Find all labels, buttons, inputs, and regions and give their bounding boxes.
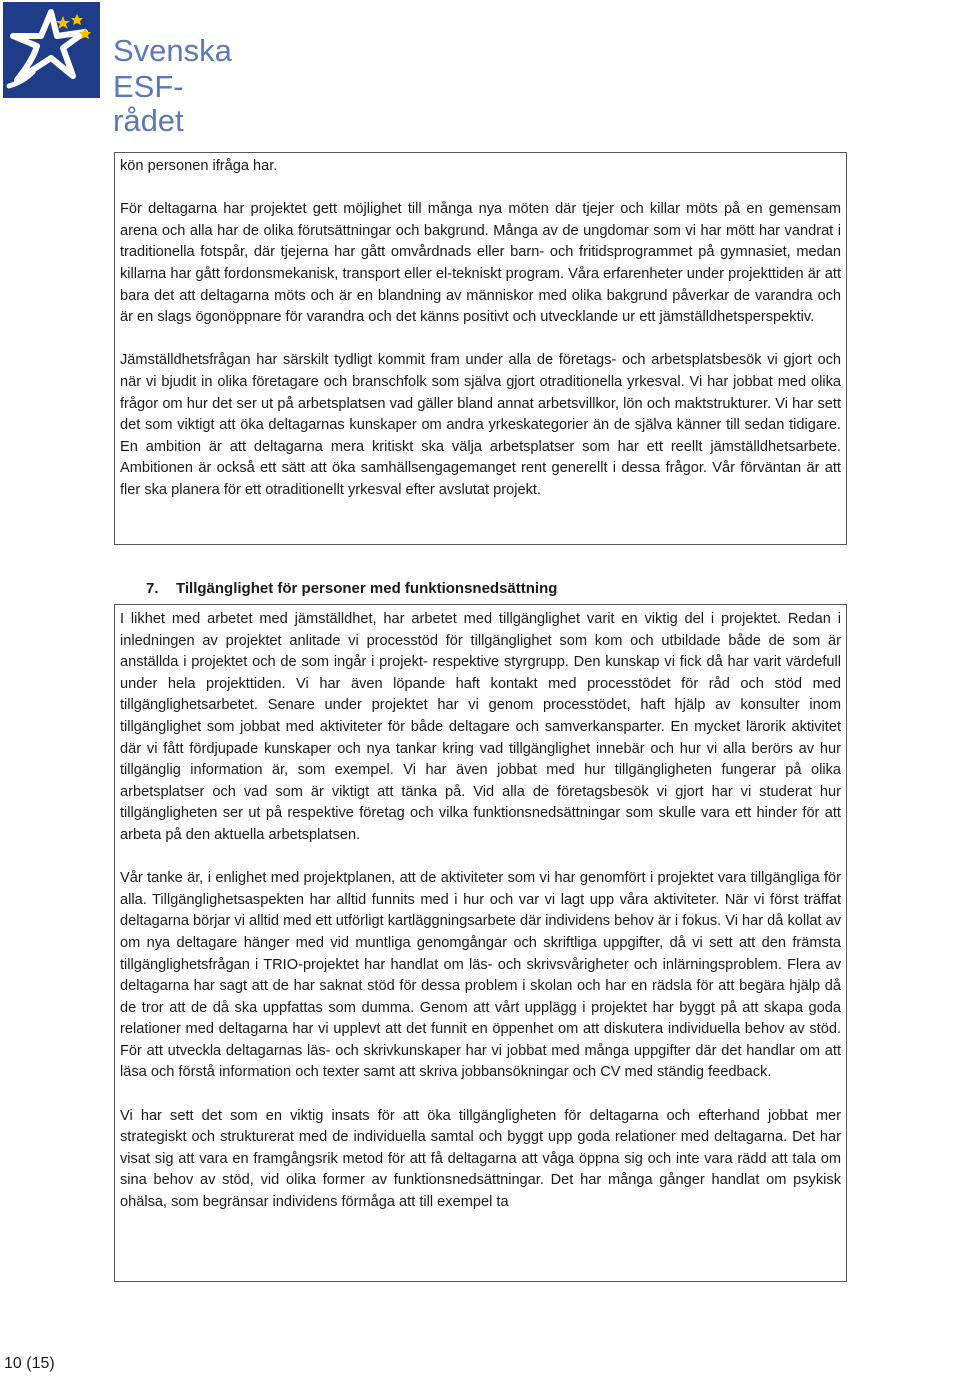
section-number: 7.	[146, 580, 159, 597]
logo-text-line2: ESF-rådet	[113, 69, 184, 138]
paragraph: Vår tanke är, i enlighet med projektplanen, att de aktiviteter som vi har genomfört i projektet vara tillgängliga för alla. Tillgänglighetsaspekten har alltid funnits med i hur och var vi lagt upp våra aktiviteter. När vi först träffat deltagarna börjar vi alltid med ett utförligt kartläggningsarbete där individens behov är i fokus. Vi har då kollat av om nya deltagare hänger med vid muntliga genomgångar och skriftliga uppgifter, då vi sett att den främsta tillgänglighetsfrågan i TRIO-projektet har handlat om läs- och skrivsvårigheter och inlärningsproblem. Flera av deltagarna har sagt att de har saknat stöd för dessa problem i skolan och har en rädsla för att begära hjälp då de tror att de då ska uppfattas som dumma. Genom att vårt upplägg i projektet har byggt på att skapa goda relationer med deltagarna har vi upplevt att det funnit en öppenhet om att diskutera individuella behov av stöd. För att utveckla deltagarnas läs- och skrivkunskaper har vi jobbat med många uppgifter där det handlar om att läsa och förstå information och texter samt att skriva jobbansökningar och CV med ständig feedback.	[120, 870, 841, 1081]
text-box-accessibility	[114, 604, 847, 1282]
logo-text-line1: Svenska	[113, 33, 232, 68]
paragraph: Vi har sett det som en viktig insats för att öka tillgängligheten för deltagarna och efterhand jobbat mer strategiskt och strukturerat med de individuella samtal och byggt upp goda relationer med deltagarna. Det har visat sig att vara en framgångsrik metod för att få deltagarna att våga öppna sig och inte vara rädd att tala om sina behov av stöd, vid olika former av funktionsnedsättningar. Det har många gånger handlat om psykisk ohälsa, som begränsar individens förmåga att till exempel ta	[120, 1107, 841, 1211]
paragraph: I likhet med arbetet med jämställdhet, har arbetet med tillgänglighet varit en viktig del i projektet. Redan i inledningen av projektet anlitade vi processtöd för tillgänglighet som kom och utbildade både de som är anställda i projektet och de som ingår i projekt- respektive styrgrupp. Den kunskap vi fick då har varit värdefull under hela projekttiden. Vi har även löpande haft kontakt med processtödet för råd och stöd med tillgänglighetsarbetet. Senare under projektet har vi genom processtödet, haft hjälp av konsulter inom tillgänglighet som jobbat med aktiviteter för både deltagare och samverkansparter. En mycket lärorik aktivitet där vi fått fördjupade kunskaper och nya tankar kring vad tillgänglighet innebär och hur vi alla berörs av hur tillgänglig information är, som exempel. Vi har även jobbat med hur tillgängligheten fungerar på olika arbetsplatser och vad som är viktigt att tänka på. Vid alla de företagsbesök vi gjort har vi studerat hur tillgängligheten ser ut på respektive företag och vilka funktionsnedsättningar som skulle vara ett hinder för att arbeta på den aktuella arbetsplatsen.	[120, 611, 841, 843]
esf-logo	[3, 2, 243, 138]
text-box-gender-equality	[114, 152, 847, 545]
section-title: Tillgänglighet för personer med funktionsnedsättning	[176, 580, 558, 597]
page-number: 10 (15)	[4, 1355, 55, 1372]
logo-emblem	[3, 2, 100, 98]
paragraph: Jämställdhetsfrågan har särskilt tydligt kommit fram under alla de företags- och arbetsplatsbesök vi gjort och när vi bjudit in olika företagare och branschfolk som själva gjort otraditionella yrkesval. Vi har jobbat med olika frågor om hur det ser ut på arbetsplatsen vad gäller bland annat arbetsvillkor, lön och maktstrukturer. Vi har sett det som viktigt att öka deltagarnas kunskaper om andra yrkeskategorier än de själva känner till sedan tidigare. En ambition är att deltagarna mera kritiskt ska välja arbetsplatser som har ett reellt jämställdhetsarbete. Ambitionen är också ett sätt att öka samhällsengagemanget rent generellt i dessa frågor. Vår förväntan är att fler ska planera för ett otraditionellt yrkesval efter avslutat projekt.	[120, 352, 841, 498]
paragraph: kön personen ifråga har.	[120, 158, 278, 174]
paragraph: För deltagarna har projektet gett möjlighet till många nya möten där tjejer och killar möts på en gemensam arena och alla har de olika förutsättningar och bakgrund. Många av de ungdomar som vi har mött har vandrat i traditionella fotspår, där tjejerna har gått omvårdnads eller barn- och fritidsprogrammet på gymnasiet, medan killarna har gått fordonsmekanisk, transport eller el-tekniskt program. Våra erfarenheter under projekttiden är att bara det att deltagarna möts och är en blandning av människor med olika bakgrund påverkar de varandra och är en slags ögonöppnare för varandra och det känns positivt och utvecklande ur ett jämställdhetsperspektiv.	[120, 201, 841, 326]
star-icon	[3, 2, 100, 98]
section-heading	[146, 578, 557, 600]
